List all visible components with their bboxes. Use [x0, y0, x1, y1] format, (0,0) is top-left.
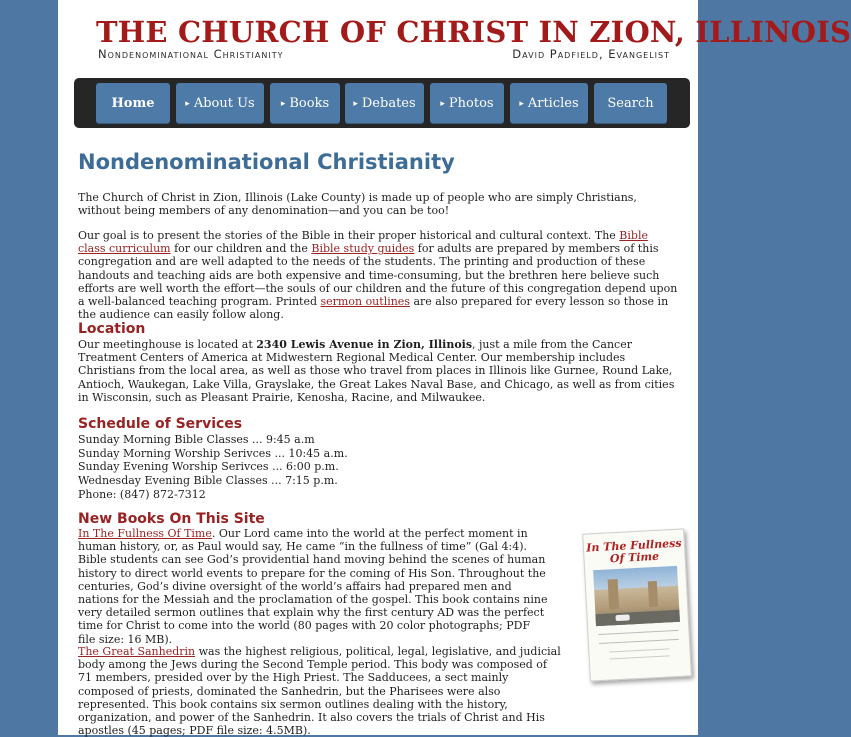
nav-search-label: Search [607, 96, 654, 111]
fullness-of-time-link[interactable]: In The Fullness Of Time [78, 527, 212, 540]
phone-number: Phone: (847) 872-7312 [78, 487, 206, 501]
nav-search[interactable] [594, 83, 667, 124]
page-title: Nondenominational Christianity [78, 150, 455, 174]
caret-right-icon: ▸ [440, 98, 445, 109]
book-cover-fineprint [609, 648, 669, 659]
schedule-list [78, 433, 678, 502]
main-navigation [74, 78, 690, 128]
caret-right-icon: ▸ [353, 98, 358, 109]
book-fullness-of-time-paragraph: In The Fullness Of Time. Our Lord came into the world at the perfect moment in human history, or, as Paul would say, He came “in the fullness of time” (Gal 4:4). Bible students can see God’s providential hand moving behind the scenes of human history to direct world events to prepare for the coming of His Son. Throughout the centuries, God’s divine oversight of the world’s affairs had prepared men and nations for the Messiah and the proclamation of the gospel. This book contains nine very detailed sermon outlines that explain why the first century AD was the perfect time for Christ to come into the world (80 pages with 20 color photographs; PDF file size: 16 MB). [78, 527, 548, 646]
nav-books[interactable] [270, 83, 340, 124]
book-cover-fineprint [598, 630, 678, 644]
nav-about-us[interactable] [176, 83, 264, 124]
caret-right-icon: ▸ [185, 98, 190, 109]
schedule-line: Sunday Morning Bible Classes ... 9:45 a.m [78, 433, 315, 446]
book-cover-photo [593, 566, 680, 626]
intro-paragraph: The Church of Christ in Zion, Illinois (Lake County) is made up of people who are simply Christians, without being members of any denomination—and you can be too! [78, 191, 637, 218]
sermon-outlines-link[interactable]: sermon outlines [320, 295, 410, 309]
book-great-sanhedrin-paragraph: The Great Sanhedrin was the highest religious, political, legal, legislative, and judicial body among the Jews during the Second Temple period. This body was composed of 71 members, presided over by the High Priest. The Sadducees, a sect mainly composed of priests, dominated the Sanhedrin, but the Pharisees were also represented. This book contains six sermon outlines dealing with the history, organization, and power of the Sanhedrin. It also covers the trials of Christ and His apostles (45 pages; PDF file size: 4.5MB). [78, 645, 561, 737]
bible-study-guides-link[interactable]: Bible study guides [311, 242, 415, 256]
nav-articles-label: Articles [527, 96, 579, 111]
nav-about-us-label: About Us [193, 96, 255, 111]
page-container [58, 0, 851, 737]
nav-debates-label: Debates [361, 96, 416, 111]
goal-paragraph: Our goal is to present the stories of the Bible in their proper historical and cultural context. The Bible class curriculum for our children and the Bible study guides for adults are prepared by members of this congregation and are well adapted to the needs of the students. The printing and production of these handouts and teaching aids are both expensive and time-consuming, but the brethren here believe such efforts are well worth the effort—the souls of our children and the future of this congregation depend upon a well-balanced teaching program. Printed sermon outlines are also prepared for every lesson so those in the audience can easily follow along. [78, 229, 678, 322]
caret-right-icon: ▸ [280, 98, 286, 109]
schedule-heading: Schedule of Services [78, 416, 243, 432]
schedule-line: Sunday Morning Worship Serivces ... 10:45 a.m. [78, 446, 348, 460]
nav-books-label: Books [289, 96, 330, 111]
new-books-heading: New Books On This Site [78, 511, 265, 527]
schedule-line: Wednesday Evening Bible Classes ... 7:15 p.m. [78, 474, 338, 488]
nav-home-label: Home [111, 96, 155, 111]
book-cover-title: In The Fullness Of Time [585, 536, 682, 566]
nav-photos[interactable] [430, 83, 504, 124]
site-banner [58, 0, 851, 70]
nav-articles[interactable] [510, 83, 588, 124]
address: 2340 Lewis Avenue in Zion, Illinois [256, 338, 473, 351]
nav-photos-label: Photos [448, 96, 494, 111]
caret-right-icon: ▸ [519, 98, 524, 109]
bible-class-curriculum-link[interactable]: Bible class curriculum [78, 229, 648, 256]
evangelist-name: David Padfield, Evangelist [512, 47, 670, 61]
nav-home[interactable] [96, 83, 170, 124]
site-title[interactable]: THE CHURCH OF CHRIST IN ZION, ILLINOIS [96, 15, 851, 49]
location-paragraph: Our meetinghouse is located at 2340 Lewis Avenue in Zion, Illinois, just a mile from the Cancer Treatment Centers of America at Midwestern Regional Medical Center. Our membership includes Christians from the local area, as well as those who travel from places in Illinois like Gurnee, Round Lake, Antioch, Waukegan, Lake Villa, Grayslake, the Great Lakes Naval Base, and Chicago, as well as from cities in Wisconsin, such as Pleasant Prairie, Kenosha, Racine, and Milwaukee. [78, 338, 675, 404]
location-heading: Location [78, 321, 146, 337]
site-tagline: Nondenominational Christianity [98, 47, 284, 61]
great-sanhedrin-link[interactable]: The Great Sanhedrin [78, 645, 196, 658]
nav-debates[interactable] [345, 83, 424, 124]
main-content [78, 150, 682, 737]
book-cover-image[interactable] [582, 528, 692, 681]
schedule-line: Sunday Evening Worship Serivces ... 6:00 p.m. [78, 460, 339, 474]
